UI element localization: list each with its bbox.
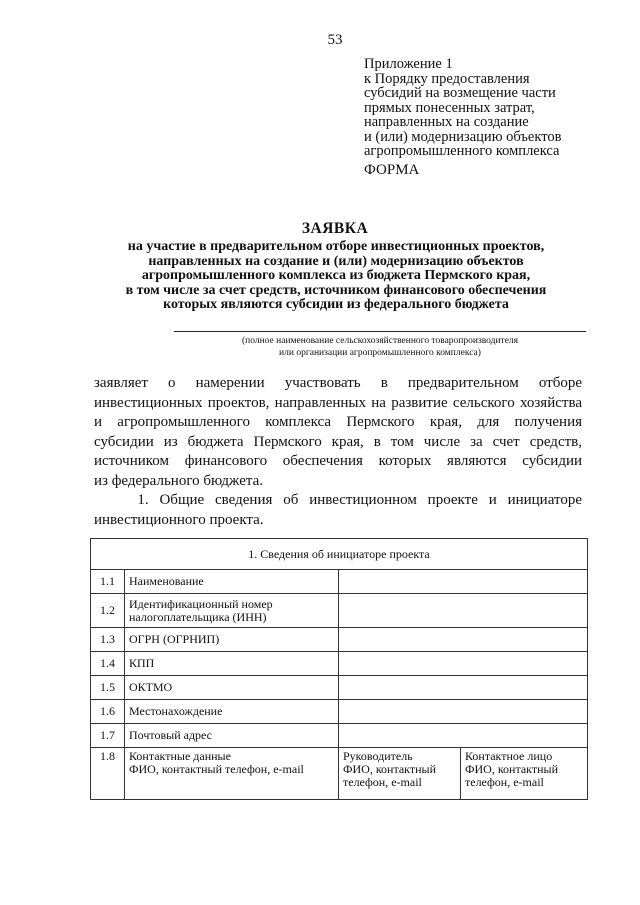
paragraph-1 [94, 374, 582, 491]
body-text [94, 374, 582, 530]
organization-name-field[interactable] [174, 331, 586, 332]
form-label: ФОРМА [364, 162, 420, 178]
row-number: 1.6 [91, 700, 125, 724]
row-number: 1.2 [91, 594, 125, 628]
row-label: Наименование [125, 570, 339, 594]
subtitle-line: в том числе за счет средств, источником финансового обеспечения [125, 282, 547, 298]
subtitle-line: агропромышленного комплекса из бюджета Пермского края, [141, 268, 531, 284]
subtitle-line: на участие в предварительном отборе инвестиционных проектов, [127, 239, 545, 254]
appendix-line: субсидий на возмещение части [364, 85, 556, 101]
row-value-field[interactable] [339, 676, 588, 700]
paragraph-line: и агропромышленного комплекса Пермского края, для получения [94, 414, 582, 430]
table-row [91, 676, 588, 700]
row-label: ОКТМО [125, 676, 339, 700]
head-contact-line: ФИО, контактный [343, 762, 436, 776]
paragraph-line: заявляет о намерении участвовать в предварительном отборе [94, 375, 582, 391]
caption-line: (полное наименование сельскохозяйственного товаропроизводителя [241, 336, 519, 346]
table-row [91, 570, 588, 594]
document-title: ЗАЯВКА [301, 220, 369, 237]
row-label-line: Идентификационный номер [129, 596, 273, 611]
table-row [91, 652, 588, 676]
row-label-line: Контактные данные [129, 749, 231, 763]
row-value-field[interactable] [339, 594, 588, 628]
row-number: 1.5 [91, 676, 125, 700]
table-row [91, 748, 588, 800]
appendix-line: Приложение 1 [364, 56, 453, 72]
subtitle-line: которых являются субсидии из федерального бюджета [163, 297, 509, 313]
row-label [125, 594, 339, 628]
head-contact-line: телефон, e-mail [343, 775, 422, 789]
appendix-line: агропромышленного комплекса [364, 143, 560, 159]
contact-person-line: ФИО, контактный [465, 762, 558, 776]
paragraph-line: из федерального бюджета. [94, 472, 264, 489]
caption-line: или организации агропромышленного комплекса) [279, 348, 481, 358]
document-subtitle [86, 240, 586, 313]
contact-person-line: Контактное лицо [465, 749, 553, 763]
row-label: КПП [125, 652, 339, 676]
table-row [91, 700, 588, 724]
table-header: 1. Сведения об инициаторе проекта [91, 539, 588, 570]
initiator-info-table [90, 538, 588, 800]
table-row [91, 724, 588, 748]
appendix-block [364, 57, 624, 159]
appendix-line: направленных на создание [364, 114, 529, 130]
appendix-line: прямых понесенных затрат, [364, 99, 535, 116]
contact-person-line: телефон, e-mail [465, 775, 544, 789]
paragraph-2 [94, 491, 582, 530]
row-value-field[interactable] [339, 628, 588, 652]
row-number: 1.3 [91, 628, 125, 652]
head-contact-line: Руководитель [343, 749, 413, 763]
paragraph-line: инвестиционных проектов, направленных на развитие сельского хозяйства [94, 394, 582, 411]
paragraph-line: источником финансового обеспечения которых являются субсидии [94, 453, 582, 469]
page-number: 53 [327, 32, 343, 48]
row-value-field[interactable] [339, 700, 588, 724]
organization-caption [150, 335, 610, 359]
row-label-line: налогоплательщика (ИНН) [129, 609, 267, 624]
row-label: Местонахождение [125, 700, 339, 724]
table-header-row [91, 539, 588, 570]
paragraph-line: инвестиционного проекта. [94, 511, 264, 528]
row-number: 1.8 [91, 748, 125, 800]
row-value-field[interactable] [339, 652, 588, 676]
table-row [91, 594, 588, 628]
table-row [91, 628, 588, 652]
paragraph-line: субсидии из бюджета Пермского края, в том числе за счет средств, [94, 433, 582, 450]
head-contact-cell[interactable] [339, 748, 461, 800]
row-label-line: ФИО, контактный телефон, e-mail [129, 762, 304, 776]
row-number: 1.4 [91, 652, 125, 676]
row-label: ОГРН (ОГРНИП) [125, 628, 339, 652]
row-value-field[interactable] [339, 724, 588, 748]
contact-person-cell[interactable] [461, 748, 588, 800]
row-label: Почтовый адрес [125, 724, 339, 748]
paragraph-line: 1. Общие сведения об инвестиционном проекте и инициаторе [94, 492, 582, 508]
row-value-field[interactable] [339, 570, 588, 594]
row-number: 1.1 [91, 570, 125, 594]
row-label [125, 748, 339, 800]
appendix-line: к Порядку предоставления [364, 70, 530, 87]
subtitle-line: направленных на создание и (или) модернизацию объектов [148, 253, 524, 269]
appendix-line: и (или) модернизацию объектов [364, 128, 562, 145]
row-number: 1.7 [91, 724, 125, 748]
